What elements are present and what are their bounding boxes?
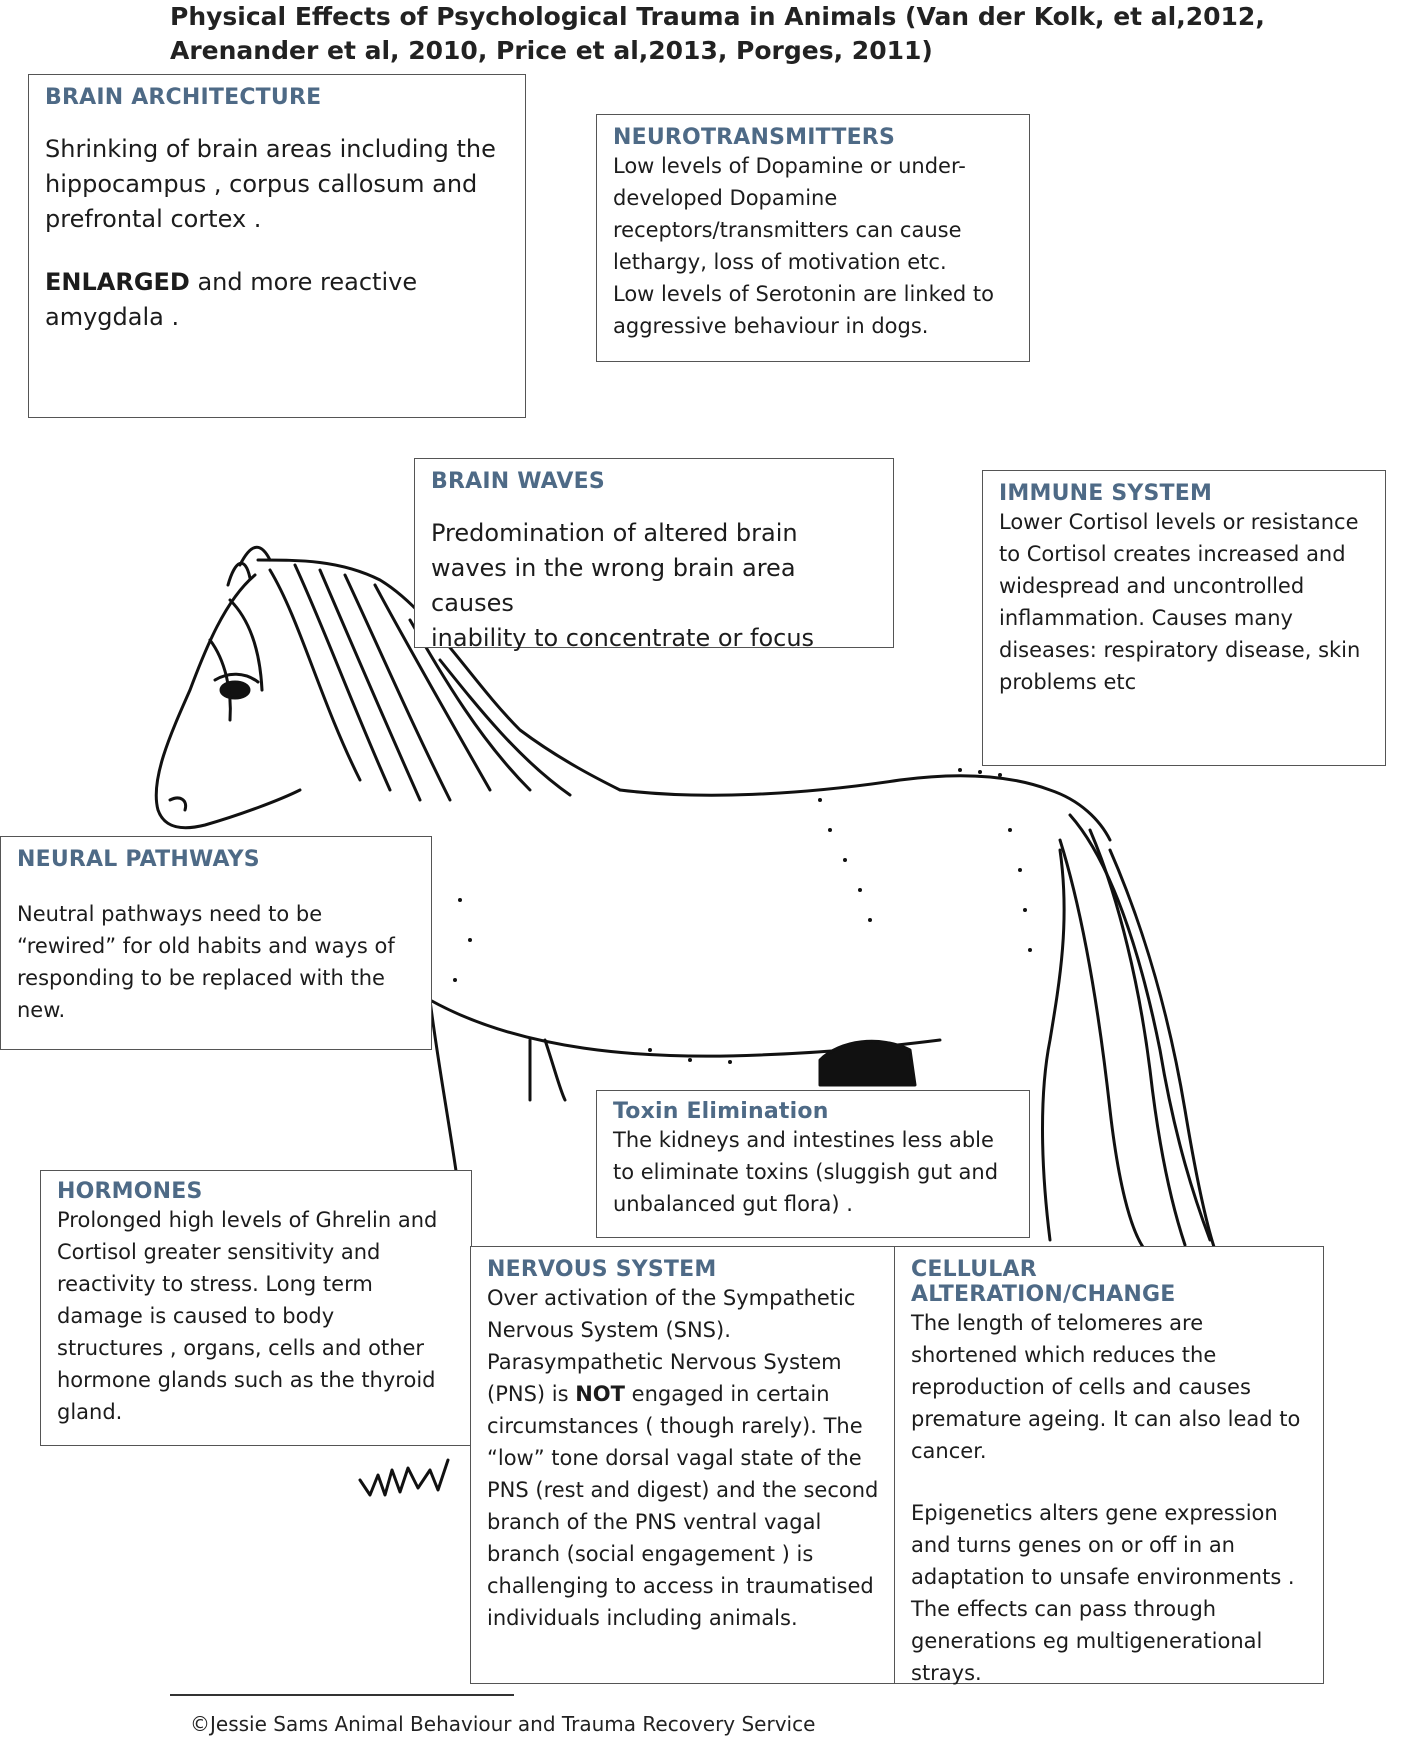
- title-line-2: Arenander et al, 2010, Price et al,2013, Porges, 2011): [170, 36, 933, 65]
- title-line-1: Physical Effects of Psychological Trauma in Animals (Van der Kolk, et al,2012,: [170, 2, 1265, 31]
- not-emphasis: NOT: [575, 1382, 625, 1406]
- cellular-alteration-box: [894, 1246, 1324, 1684]
- enlarged-emphasis: ENLARGED: [45, 268, 190, 296]
- neural-pathways-heading: NEURAL PATHWAYS: [17, 847, 260, 872]
- neural-pathways-text: Neutral pathways need to be “rewired” for old habits and ways of responding to be replaced with the new.: [17, 902, 395, 1022]
- immune-system-heading: IMMUNE SYSTEM: [999, 481, 1213, 506]
- page-title: [170, 0, 1290, 68]
- brain-architecture-text-2: [45, 265, 509, 335]
- nervous-system-text: [487, 1282, 879, 1634]
- footer-credit: ©Jessie Sams Animal Behaviour and Trauma Recovery Service: [190, 1712, 816, 1736]
- cellular-alteration-text-1: The length of telomeres are shortened which reduces the reproduction of cells and causes premature ageing. It can also lead to cancer.: [911, 1311, 1301, 1463]
- toxin-elimination-heading: Toxin Elimination: [613, 1099, 829, 1124]
- nervous-system-box: [470, 1246, 896, 1684]
- brain-architecture-text-2-rest: and more reactive amygdala .: [45, 268, 418, 331]
- immune-system-box: [982, 470, 1386, 766]
- neurotransmitters-text: Low levels of Dopamine or under- developed Dopamine receptors/transmitters can cause lethargy, loss of motivation etc. Low levels of Serotonin are linked to aggressive behaviour in dogs.: [613, 154, 995, 338]
- nervous-system-text-part-2: engaged in certain circumstances ( though rarely). The “low” tone dorsal vagal state of the PNS (rest and digest) and the second branch of the PNS ventral vagal branch (social engagement ) is challenging to access in traumatised individuals including animals.: [487, 1382, 879, 1630]
- immune-system-text: Lower Cortisol levels or resistance to Cortisol creates increased and widespread and uncontrolled inflammation. Causes many diseases: respiratory disease, skin problems etc: [999, 510, 1361, 694]
- footer-divider: [170, 1694, 514, 1696]
- hormones-box: [40, 1170, 472, 1446]
- cellular-alteration-heading: CELLULAR ALTERATION/CHANGE: [911, 1257, 1176, 1307]
- brain-waves-box: [414, 458, 894, 652]
- neurotransmitters-box: [596, 114, 1030, 362]
- neurotransmitters-heading: NEUROTRANSMITTERS: [613, 125, 895, 150]
- cellular-alteration-text-2: Epigenetics alters gene expression and turns genes on or off in an adaptation to unsafe environments . The effects can pass through generations eg multigenerational strays.: [911, 1501, 1295, 1685]
- brain-waves-heading: BRAIN WAVES: [431, 469, 605, 494]
- nervous-system-text-part-1: Over activation of the Sympathetic Nervous System (SNS). Parasympathetic Nervous System (PNS) is: [487, 1286, 856, 1406]
- toxin-elimination-text: The kidneys and intestines less able to eliminate toxins (sluggish gut and unbalanced gut flora) .: [613, 1128, 999, 1216]
- brain-architecture-box: [28, 74, 526, 418]
- brain-architecture-heading: BRAIN ARCHITECTURE: [45, 85, 322, 110]
- brain-architecture-text-1: Shrinking of brain areas including the hippocampus , corpus callosum and prefrontal cortex .: [45, 135, 496, 233]
- neural-pathways-box: [0, 836, 432, 1050]
- toxin-elimination-box: [596, 1090, 1030, 1238]
- hormones-text: Prolonged high levels of Ghrelin and Cortisol greater sensitivity and reactivity to stress. Long term damage is caused to body structures , organs, cells and other hormone glands such as the thyroid gland.: [57, 1208, 438, 1424]
- hormones-heading: HORMONES: [57, 1179, 203, 1204]
- nervous-system-heading: NERVOUS SYSTEM: [487, 1257, 717, 1282]
- brain-waves-text: Predomination of altered brain waves in the wrong brain area causes inability to concentrate or focus: [431, 519, 815, 652]
